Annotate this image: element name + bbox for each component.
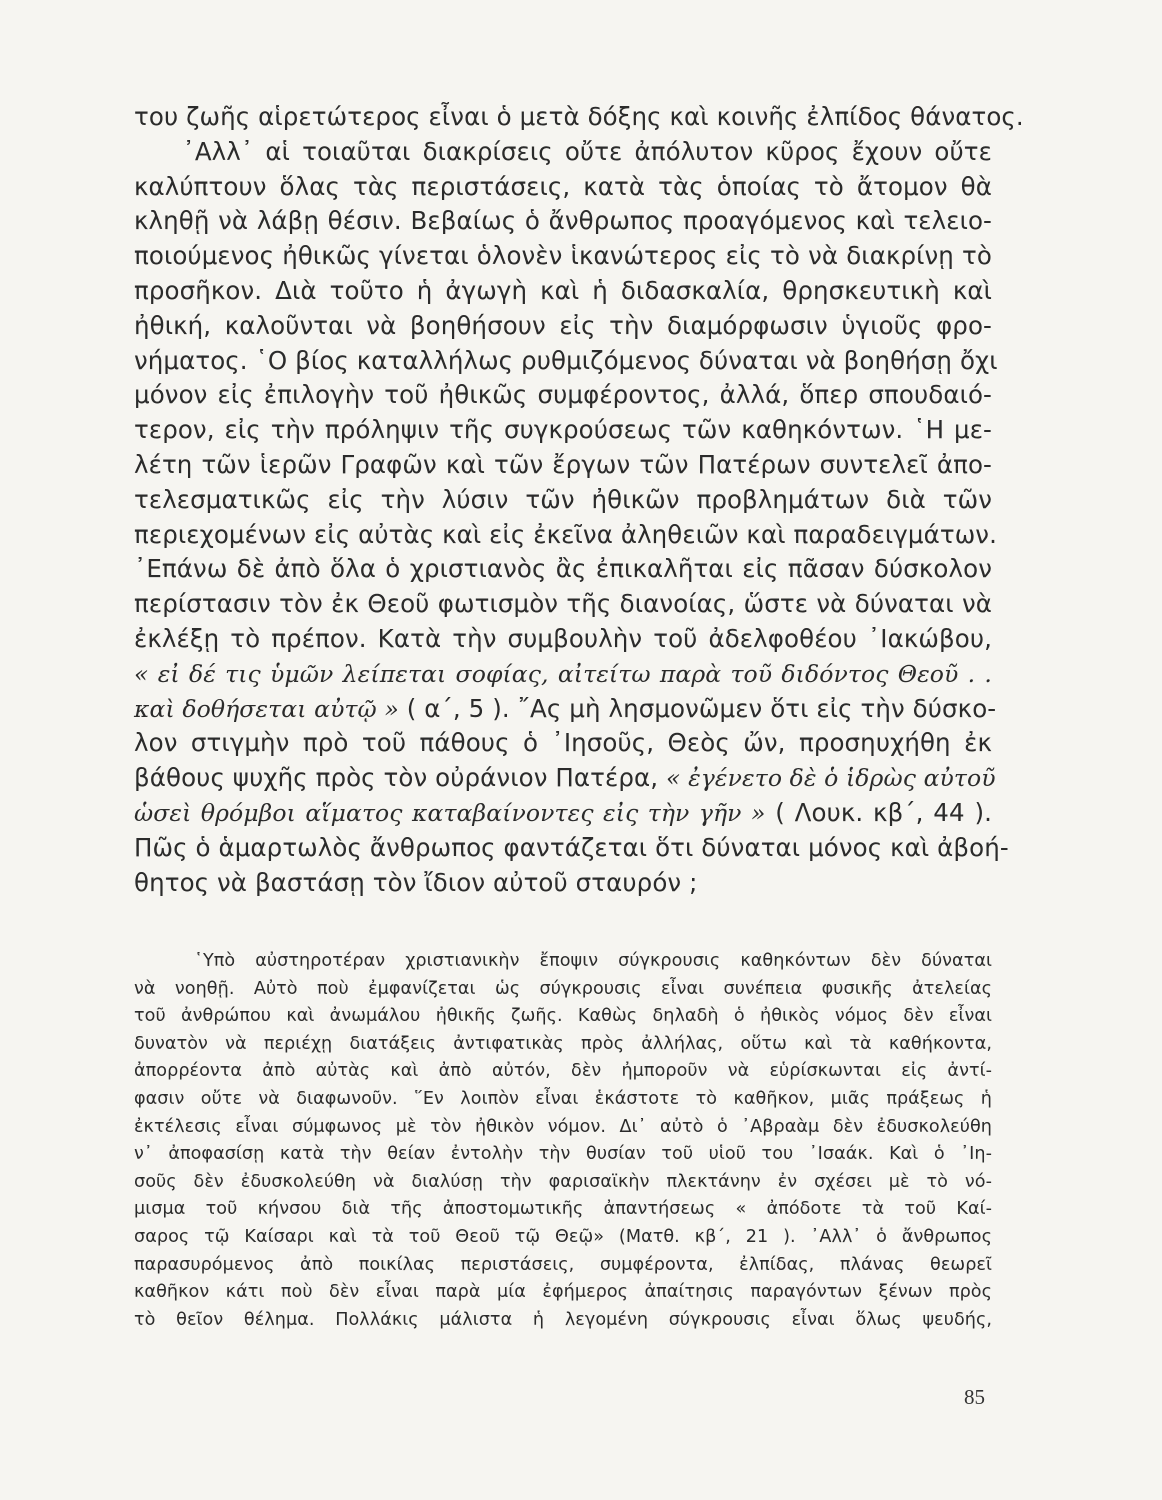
footnote-line: τοῦ ἀνθρώπου καὶ ἀνωμάλου ἠθικῆς ζωῆς. Καθὼς δηλαδὴ ὁ ἠθικὸς νόμος δὲν εἶναι	[134, 1006, 992, 1027]
line-text: ἠθική, καλοῦνται νὰ βοηθήσουν εἰς τὴν διαμόρφωσιν ὑγιοῦς φρο-	[134, 310, 992, 340]
footnote-line: σοῦς δὲν ἐδυσκολεύθη νὰ διαλύσῃ τὴν φαρισαϊκὴν πλεκτάνην ἐν σχέσει μὲ τὸ νό-	[134, 1171, 992, 1192]
footnote-line: σαρος τῷ Καίσαρι καὶ τὰ τοῦ Θεοῦ τῷ Θεῷ» (Ματθ. κβ΄, 21 ). ᾽Αλλ᾽ ὁ ἄνθρωπος	[134, 1226, 992, 1247]
quote-text: « εἰ δέ τις ὑμῶν λείπεται σοφίας, αἰτείτω παρὰ τοῦ διδόντος Θεοῦ . .	[134, 659, 992, 688]
footnote-line: ἀπορρέοντα ἀπὸ αὐτὰς καὶ ἀπὸ αὐτόν, δὲν ἠμποροῦν νὰ εὑρίσκωνται εἰς ἀντί-	[134, 1061, 992, 1082]
text-line	[134, 204, 992, 239]
line-text: περίστασιν τὸν ἐκ Θεοῦ φωτισμὸν τῆς διανοίας, ὥστε νὰ δύναται νὰ	[134, 589, 992, 619]
text-line	[134, 100, 1024, 135]
text-line	[134, 344, 998, 379]
text-line	[134, 518, 997, 553]
footnote	[134, 948, 992, 1334]
line-text: θητος νὰ βαστάσῃ τὸν ἴδιον αὐτοῦ σταυρόν ;	[134, 867, 698, 897]
footnote-line: ἐκτέλεσις εἶναι σύμφωνος μὲ τὸν ἠθικὸν νόμον. Δι᾽ αὐτὸ ὁ ᾽Αβραὰμ δὲν ἐδυσκολεύθη	[134, 1116, 992, 1137]
text-line	[134, 761, 996, 796]
footnote-line: νὰ νοηθῇ. Αὐτὸ ποὺ ἐμφανίζεται ὡς σύγκρουσις εἶναι συνέπεια φυσικῆς ἀτελείας	[134, 978, 992, 999]
line-text: ἐκλέξῃ τὸ πρέπον. Κατὰ τὴν συμβουλὴν τοῦ ἀδελφοθέου ᾽Ιακώβου,	[134, 623, 992, 653]
text-line	[134, 135, 992, 170]
line-text: τερον, εἰς τὴν πρόληψιν τῆς συγκρούσεως τῶν καθηκόντων. ῾Η με-	[134, 415, 992, 445]
quote-text: ὡσεὶ θρόμβοι αἵματος καταβαίνοντες εἰς τὴν γῆν »	[134, 798, 766, 827]
quote-text: καὶ δοθήσεται αὐτῷ »	[134, 694, 399, 723]
line-text: ( α΄, 5 ). ῎Ας μὴ λησμονῶμεν ὅτι εἰς τὴν δύσκο-	[398, 693, 997, 723]
footnote-line: δυνατὸν νὰ περιέχῃ διατάξεις ἀντιφατικὰς πρὸς ἀλλήλας, οὕτω καὶ τὰ καθήκοντα,	[134, 1033, 992, 1054]
line-text: καλύπτουν ὅλας τὰς περιστάσεις, κατὰ τὰς ὁποίας τὸ ἄτομον θὰ	[134, 171, 992, 201]
line-text: ποιούμενος ἠθικῶς γίνεται ὁλονὲν ἱκανώτερος εἰς τὸ νὰ διακρίνῃ τὸ	[134, 241, 992, 271]
line-text: κληθῇ νὰ λάβῃ θέσιν. Βεβαίως ὁ ἄνθρωπος προαγόμενος καὶ τελειο-	[134, 206, 992, 236]
line-text: μόνον εἰς ἐπιλογὴν τοῦ ἠθικῶς συμφέροντος, ἀλλά, ὅπερ σπουδαιό-	[134, 380, 992, 410]
line-text: προσῆκον. Διὰ τοῦτο ἡ ἀγωγὴ καὶ ἡ διδασκαλία, θρησκευτικὴ καὶ	[134, 275, 992, 305]
text-line	[134, 866, 992, 901]
line-text: ᾽Αλλ᾽ αἱ τοιαῦται διακρίσεις οὔτε ἀπόλυτον κῦρος ἔχουν οὔτε	[134, 136, 992, 166]
text-line	[134, 657, 992, 692]
footnote-line: ῾Υπὸ αὐστηροτέραν χριστιανικὴν ἔποψιν σύγκρουσις καθηκόντων δὲν δύναται	[134, 951, 992, 971]
text-line	[134, 587, 992, 622]
text-line	[134, 170, 992, 205]
text-line	[134, 796, 992, 831]
footnote-line: ν᾽ ἀποφασίσῃ κατὰ τὴν θείαν ἐντολὴν τὴν θυσίαν τοῦ υἱοῦ του ᾽Ισαάκ. Καὶ ὁ ᾽Ιη-	[134, 1144, 992, 1165]
footnote-line: μισμα τοῦ κήνσου διὰ τῆς ἀποστομωτικῆς ἀπαντήσεως « ἀπόδοτε τὰ τοῦ Καί-	[134, 1199, 992, 1220]
text-line	[134, 483, 992, 518]
line-text: λέτη τῶν ἱερῶν Γραφῶν καὶ τῶν ἔργων τῶν Πατέρων συντελεῖ ἀπο-	[134, 449, 992, 479]
text-line	[134, 239, 992, 274]
text-line	[134, 552, 992, 587]
page-number: 85	[964, 1385, 985, 1409]
line-text: τελεσματικῶς εἰς τὴν λύσιν τῶν ἠθικῶν προβλημάτων διὰ τῶν	[134, 484, 992, 514]
line-text: λον στιγμὴν πρὸ τοῦ πάθους ὁ ᾽Ιησοῦς, Θεὸς ὤν, προσηυχήθη ἐκ	[134, 728, 992, 758]
text-line	[134, 274, 992, 309]
text-line	[134, 831, 1009, 866]
line-text: Πῶς ὁ ἁμαρτωλὸς ἄνθρωπος φαντάζεται ὅτι δύναται μόνος καὶ ἀβοή-	[134, 832, 1009, 862]
line-text: νήματος. ῾Ο βίος καταλλήλως ρυθμιζόμενος δύναται νὰ βοηθήσῃ ὄχι	[134, 345, 998, 375]
line-text: περιεχομένων εἰς αὐτὰς καὶ εἰς ἐκεῖνα ἀληθειῶν καὶ παραδειγμάτων.	[134, 519, 997, 549]
footnote-line: τὸ θεῖον θέλημα. Πολλάκις μάλιστα ἡ λεγομένη σύγκρουσις εἶναι ὅλως ψευδής,	[134, 1309, 992, 1330]
text-line	[134, 622, 992, 657]
quote-text: « ἐγένετο δὲ ὁ ἱδρὼς αὐτοῦ	[666, 764, 996, 793]
footnote-line: φασιν οὔτε νὰ διαφωνοῦν. ῞Εν λοιπὸν εἶναι ἑκάστοτε τὸ καθῆκον, μιᾶς πράξεως ἡ	[134, 1088, 992, 1109]
text-line	[134, 692, 997, 727]
text-line	[134, 448, 992, 483]
line-text: ᾽Επάνω δὲ ἀπὸ ὅλα ὁ χριστιανὸς ἂς ἐπικαλῆται εἰς πᾶσαν δύσκολον	[134, 554, 992, 584]
text-line	[134, 309, 992, 344]
main-text	[134, 100, 1024, 900]
line-text: του ζωῆς αἱρετώτερος εἶναι ὁ μετὰ δόξης καὶ κοινῆς ἐλπίδος θάνατος.	[134, 102, 1024, 131]
text-line	[134, 378, 992, 413]
line-text: βάθους ψυχῆς πρὸς τὸν οὐράνιον Πατέρα,	[134, 763, 667, 793]
footnote-line: καθῆκον κάτι ποὺ δὲν εἶναι παρὰ μία ἐφήμερος ἀπαίτησις παραγόντων ξένων πρὸς	[134, 1282, 992, 1303]
text-line	[134, 413, 992, 448]
line-text: ( Λουκ. κβ΄, 44 ).	[765, 797, 992, 827]
text-line	[134, 726, 992, 761]
footnote-line: παρασυρόμενος ἀπὸ ποικίλας περιστάσεις, συμφέροντα, ἐλπίδας, πλάνας θεωρεῖ	[134, 1254, 992, 1275]
